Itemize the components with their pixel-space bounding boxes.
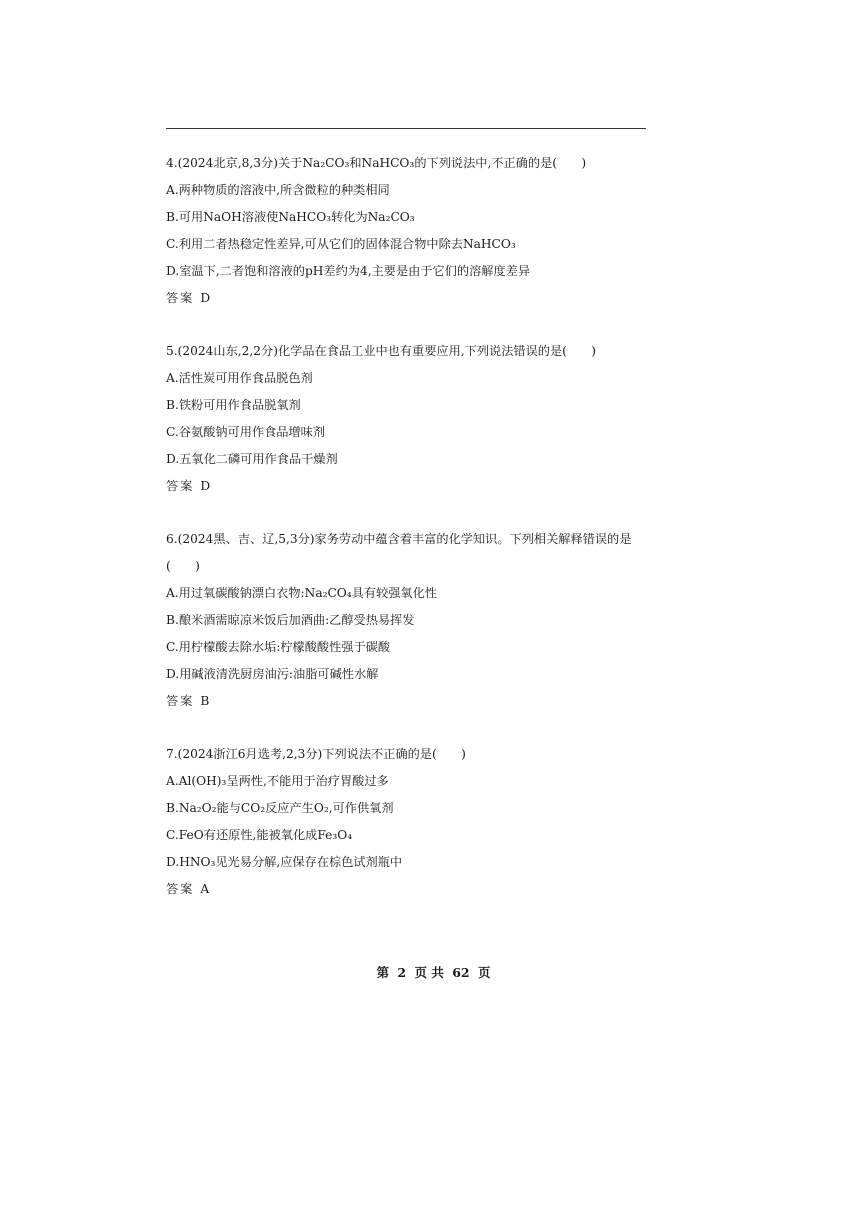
answer-value: D (200, 479, 211, 493)
question-stem: 5.(2024山东,2,2分)化学品在食品工业中也有重要应用,下列说法错误的是( ) (166, 344, 597, 358)
question-7 (166, 741, 666, 903)
option-b: B.酿米酒需晾凉米饭后加酒曲:乙醇受热易挥发 (166, 613, 415, 627)
option-d: D.五氧化二磷可用作食品干燥剂 (166, 452, 338, 466)
option-b: B.可用NaOH溶液使NaHCO₃转化为Na₂CO₃ (166, 210, 415, 224)
option-b: B.Na₂O₂能与CO₂反应产生O₂,可作供氧剂 (166, 801, 394, 815)
question-4 (166, 150, 666, 312)
question-stem: 7.(2024浙江6月选考,2,3分)下列说法不正确的是( ) (166, 747, 466, 761)
option-a: A.用过氧碳酸钠漂白衣物:Na₂CO₄具有较强氧化性 (166, 586, 437, 600)
question-stem: 4.(2024北京,8,3分)关于Na₂CO₃和NaHCO₃的下列说法中,不正确的是( ) (166, 156, 587, 170)
answer-value: A (200, 882, 210, 896)
question-list (166, 150, 666, 929)
footer-page-number: 2 (397, 965, 407, 980)
header-rule (166, 128, 646, 129)
footer-total-pages: 62 (452, 965, 470, 980)
question-stem: 6.(2024黑、吉、辽,5,3分)家务劳动中蕴含着丰富的化学知识。下列相关解释错误的是( ) (166, 532, 632, 573)
answer-value: B (200, 694, 210, 708)
option-d: D.HNO₃见光易分解,应保存在棕色试剂瓶中 (166, 855, 403, 869)
footer-mid: 页 共 (414, 965, 444, 980)
option-a: A.活性炭可用作食品脱色剂 (166, 371, 313, 385)
option-c: C.FeO有还原性,能被氧化成Fe₃O₄ (166, 828, 353, 842)
answer-row (166, 473, 666, 500)
option-c: C.用柠檬酸去除水垢:柠檬酸酸性强于碳酸 (166, 640, 391, 654)
answer-row (166, 876, 666, 903)
question-6 (166, 526, 666, 715)
option-d: D.用碱液清洗厨房油污:油脂可碱性水解 (166, 667, 379, 681)
option-d: D.室温下,二者饱和溶液的pH差约为4,主要是由于它们的溶解度差异 (166, 264, 531, 278)
answer-value: D (200, 291, 211, 305)
option-c: C.谷氨酸钠可用作食品增味剂 (166, 425, 326, 439)
question-5 (166, 338, 666, 500)
footer-prefix: 第 (376, 965, 390, 980)
option-a: A.两种物质的溶液中,所含微粒的种类相同 (166, 183, 390, 197)
answer-row (166, 285, 666, 312)
answer-label: 答案 (166, 882, 195, 896)
footer-suffix: 页 (477, 965, 491, 980)
answer-label: 答案 (166, 694, 195, 708)
answer-label: 答案 (166, 479, 195, 493)
page-footer (0, 963, 867, 981)
answer-row (166, 688, 666, 715)
answer-label: 答案 (166, 291, 195, 305)
option-c: C.利用二者热稳定性差异,可从它们的固体混合物中除去NaHCO₃ (166, 237, 516, 251)
option-a: A.Al(OH)₃呈两性,不能用于治疗胃酸过多 (166, 774, 389, 788)
option-b: B.铁粉可用作食品脱氧剂 (166, 398, 301, 412)
